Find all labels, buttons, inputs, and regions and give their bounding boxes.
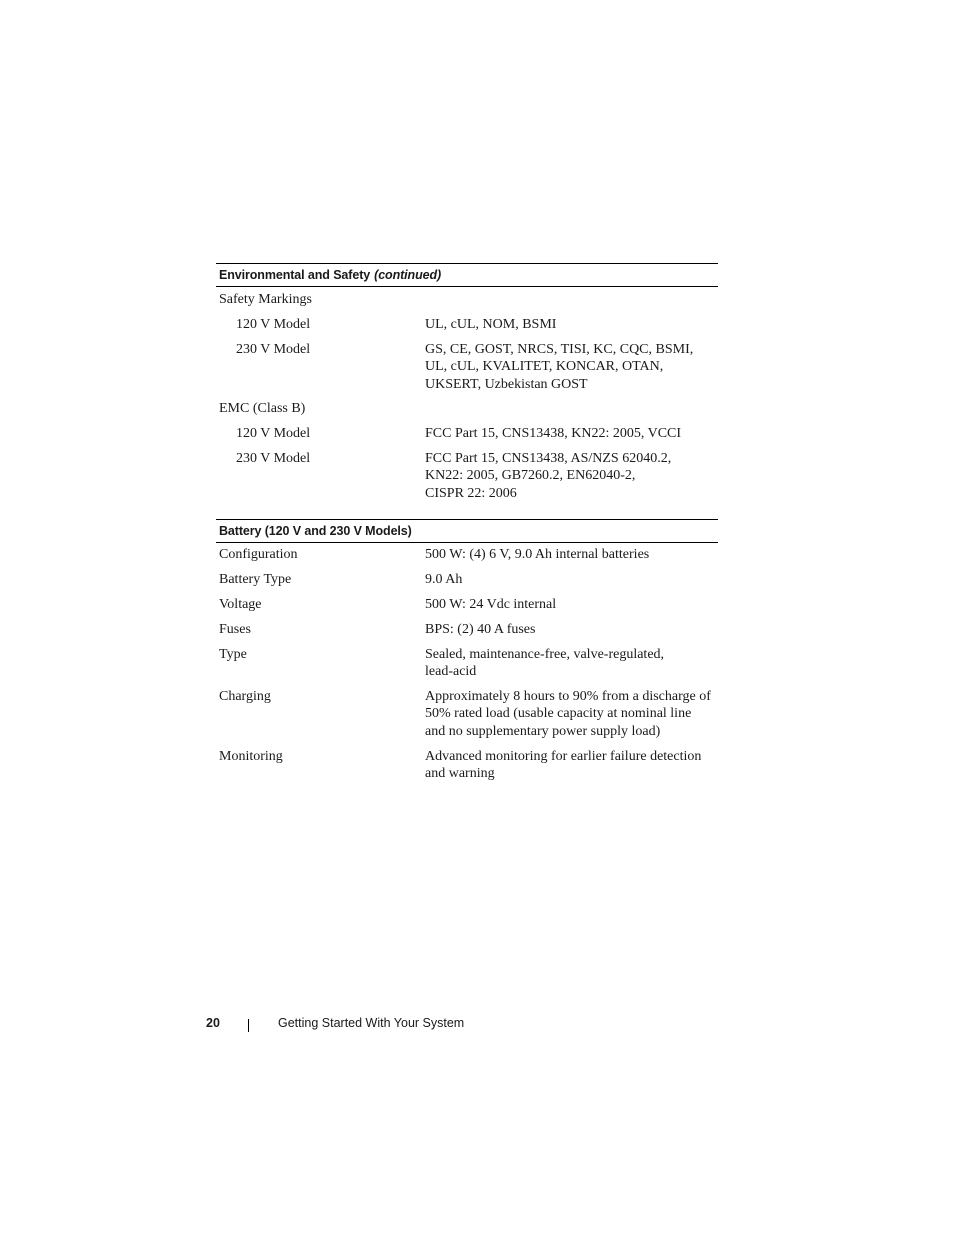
section-title: Environmental and Safety <box>219 268 371 282</box>
spec-label: EMC (Class B) <box>219 401 306 416</box>
spec-label: Monitoring <box>219 749 283 764</box>
spec-value <box>425 688 719 740</box>
spec-label: 230 V Model <box>236 342 311 357</box>
spec-value-line: CISPR 22: 2006 <box>425 485 517 501</box>
environmental-safety-header <box>216 263 718 287</box>
spec-value-line: lead-acid <box>425 664 477 680</box>
spec-label: Safety Markings <box>219 292 312 307</box>
spec-value <box>425 748 719 783</box>
spec-label: 230 V Model <box>236 451 311 466</box>
spec-value-line: Approximately 8 hours to 90% from a discharge of <box>425 689 711 704</box>
footer-title: Getting Started With Your System <box>278 1016 465 1030</box>
battery-header <box>216 519 718 543</box>
spec-value-line: KN22: 2005, GB7260.2, EN62040-2, <box>425 468 636 484</box>
spec-value <box>425 425 719 442</box>
spec-value <box>425 621 719 638</box>
footer-separator <box>248 1019 249 1032</box>
spec-value-line: Advanced monitoring for earlier failure detection <box>425 749 702 764</box>
spec-value-line: 50% rated load (usable capacity at nominal line <box>425 706 692 722</box>
spec-label: Fuses <box>219 622 251 637</box>
spec-value <box>425 646 719 681</box>
spec-value <box>425 546 719 563</box>
spec-label: Type <box>219 647 247 662</box>
spec-value-line: and warning <box>425 766 495 782</box>
spec-value <box>425 316 719 333</box>
spec-value-line: GS, CE, GOST, NRCS, TISI, KC, CQC, BSMI, <box>425 342 694 357</box>
spec-value-line: Sealed, maintenance-free, valve-regulated, <box>425 647 665 662</box>
spec-value <box>425 450 719 502</box>
spec-value-line: UKSERT, Uzbekistan GOST <box>425 376 588 392</box>
spec-value <box>425 571 719 588</box>
spec-value-line: UL, cUL, NOM, BSMI <box>425 317 557 332</box>
spec-label: Charging <box>219 689 271 704</box>
spec-label: 120 V Model <box>236 426 311 441</box>
spec-label: 120 V Model <box>236 317 311 332</box>
spec-value-line: and no supplementary power supply load) <box>425 723 661 739</box>
spec-value-line: 500 W: 24 Vdc internal <box>425 597 557 612</box>
spec-label: Voltage <box>219 597 262 612</box>
spec-value-line: FCC Part 15, CNS13438, KN22: 2005, VCCI <box>425 426 682 441</box>
spec-value <box>425 341 719 393</box>
page-footer <box>0 1016 954 1036</box>
page-number: 20 <box>206 1016 220 1030</box>
spec-value-line: FCC Part 15, CNS13438, AS/NZS 62040.2, <box>425 451 672 466</box>
spec-value-line: 500 W: (4) 6 V, 9.0 Ah internal batteries <box>425 547 650 562</box>
spec-value <box>425 596 719 613</box>
section-title: Battery (120 V and 230 V Models) <box>219 524 412 538</box>
section-title-suffix: (continued) <box>374 268 442 282</box>
spec-value-line: UL, cUL, KVALITET, KONCAR, OTAN, <box>425 359 664 375</box>
spec-value-line: 9.0 Ah <box>425 572 463 587</box>
spec-label: Battery Type <box>219 572 292 587</box>
environmental-safety-section <box>216 263 718 501</box>
battery-section <box>216 519 718 782</box>
spec-value-line: BPS: (2) 40 A fuses <box>425 622 536 637</box>
spec-label: Configuration <box>219 547 298 562</box>
